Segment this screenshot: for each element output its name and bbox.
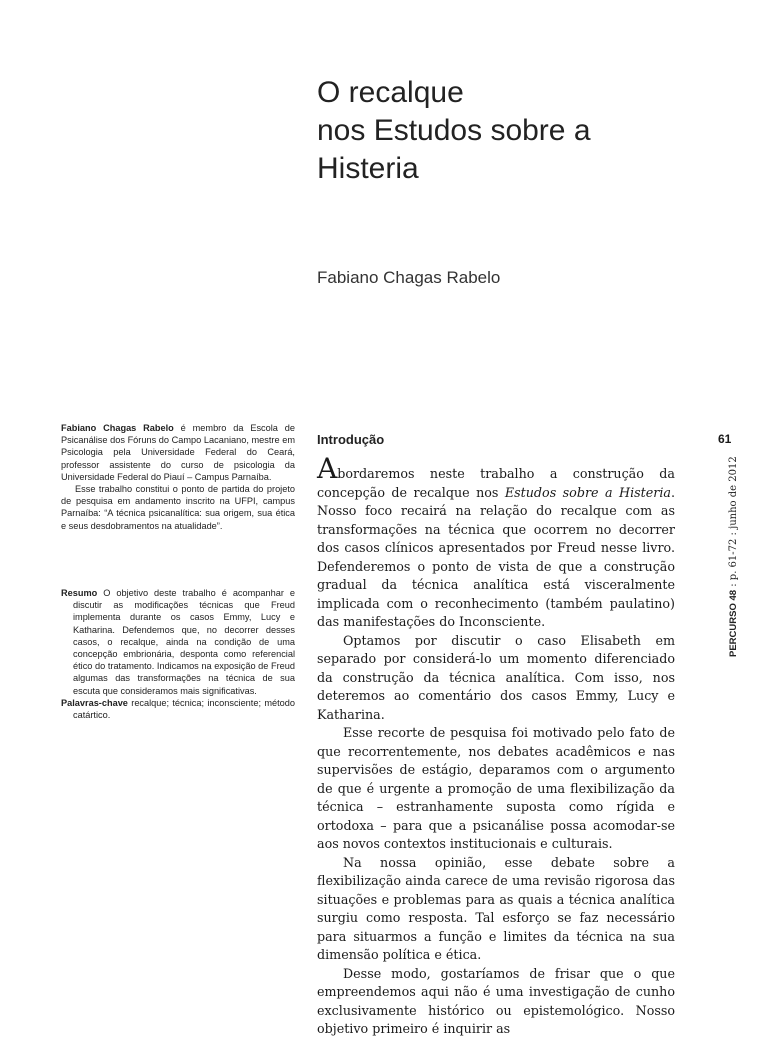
running-header	[728, 456, 739, 657]
body-paragraph-3: Esse recorte de pesquisa foi motivado pelo fato de que recorrentemente, nos debates acadêmicos e nas supervisões de estágio, deparamos com o argumento de que é urgente a promoção de uma flexibilização da técnica – estranhamente suposta como rígida e ortodoxa – para que a psicanálise possa acomodar-se aos novos contextos institucionais e culturais.	[317, 725, 675, 851]
book-title: Estudos sobre a Histeria	[504, 484, 671, 500]
abstract-text: O objetivo deste trabalho é acompanhar e discutir as modificações técnicas que Freud implementa durante os casos Emmy, Lucy e Katharina. Defendemos que, no decorrer desses casos, o recalque, ainda na condição de uma concepção embrionária, desponta como referencial ético do tratamento. Indicamos na exposição de Freud algumas das transformações na técnica de sua escuta que consideramos mais significativas.	[73, 588, 295, 696]
bio-text: é membro da Escola de Psicanálise dos Fóruns do Campo Lacaniano, mestre em Psicologia pela Universidade Federal do Ceará, professor assistente do curso de psicologia da Universidade Federal do Piauí – Campus Parnaíba.	[61, 423, 295, 482]
article-title	[317, 74, 677, 188]
body-paragraph-5: Desse modo, gostaríamos de frisar que o que empreendemos aqui não é uma investigação de cunho exclusivamente histórico ou epistemológico. Nosso objetivo primeiro é inquirir as	[317, 965, 675, 1036]
p1-text-after: . Nosso foco recairá na relação do recalque com as transformações na técnica que ocorrem no decorrer dos casos clínicos apresentados por Freud nesse livro. Defenderemos o ponto de vista de que a construção gradual da técnica analítica está visceralmente implicada com o reconhecimento (também paulatino) das manifestações do Inconsciente.	[317, 484, 675, 629]
abstract-block	[61, 587, 295, 721]
article-author: Fabiano Chagas Rabelo	[317, 268, 501, 287]
bio-name: Fabiano Chagas Rabelo	[61, 423, 174, 433]
journal-name: PERCURSO 48	[728, 589, 739, 657]
abstract-paragraph	[61, 587, 295, 697]
body-paragraph-2: Optamos por discutir o caso Elisabeth em separado por considerá-lo um momento diferenciado da construção da técnica analítica. Com isso, nos deteremos ao comentário dos casos Emmy, Lucy e Katharina.	[317, 632, 675, 722]
title-line-1: O recalque	[317, 76, 464, 109]
issue-date: junho de 2012	[728, 456, 739, 529]
page-range: : p. 61-72 :	[728, 528, 739, 590]
article-body	[317, 452, 675, 1039]
title-line-3: Histeria	[317, 152, 419, 185]
body-paragraph-1	[317, 452, 675, 632]
p1-text-before: bordaremos neste trabalho a construção da concepção de recalque nos	[317, 466, 675, 500]
title-line-2: nos Estudos sobre a	[317, 114, 591, 147]
keywords-label: Palavras-chave	[61, 697, 128, 708]
drop-cap: A	[317, 452, 338, 485]
body-paragraph-4: Na nossa opinião, esse debate sobre a flexibilização ainda carece de uma revisão rigorosa das situações e problemas para as quais a técnica analítica surgiu como resposta. Tal esforço se faz necessário para situarmos a função e limites da técnica na sua dimensão política e ética.	[317, 854, 675, 962]
page-number: 61	[718, 432, 732, 446]
abstract-label: Resumo	[61, 588, 98, 598]
bio-note: Esse trabalho constitui o ponto de partida do projeto de pesquisa em andamento inscrito na UFPI, campus Parnaíba: “A técnica psicanalítica: sua origem, sua ética e seus desdobramentos na atualidade”.	[61, 484, 295, 531]
author-bio	[61, 422, 295, 532]
keywords-text: recalque; técnica; inconsciente; método catártico.	[73, 697, 295, 721]
section-heading: Introdução	[317, 432, 385, 447]
keywords-paragraph	[61, 697, 295, 721]
bio-paragraph	[61, 422, 295, 483]
